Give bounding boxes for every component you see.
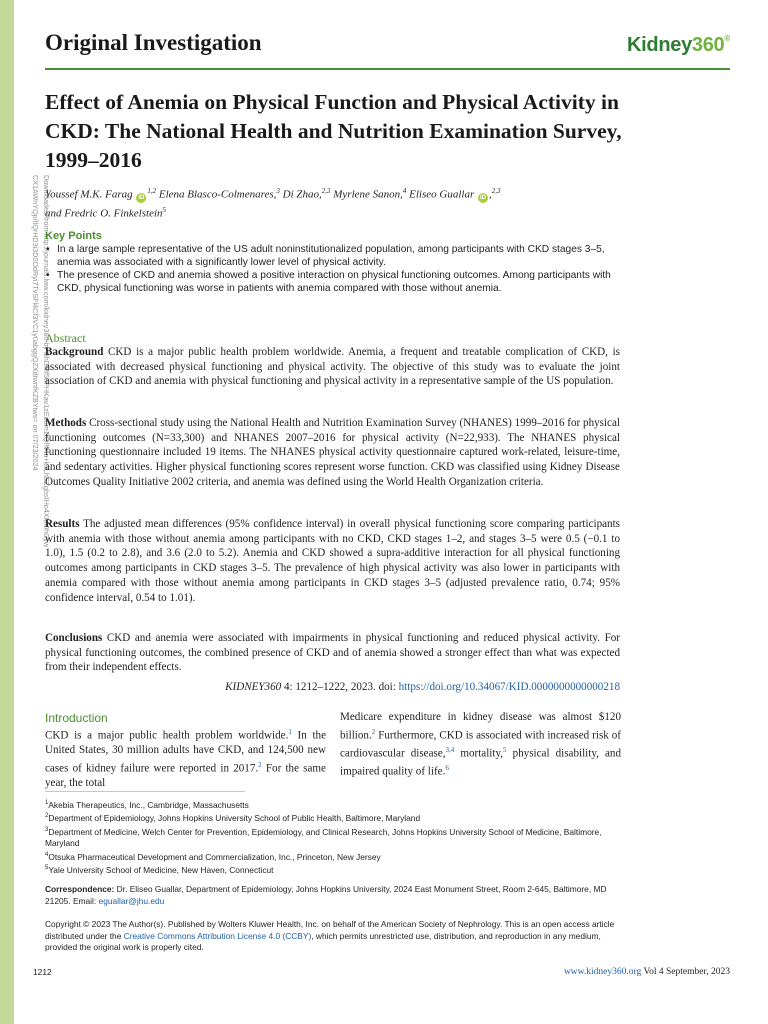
affiliation-text: Yale University School of Medicine, New Haven, Connecticut bbox=[48, 864, 274, 875]
reference-link[interactable]: 1 bbox=[288, 728, 292, 736]
affiliation-number: 3 bbox=[45, 826, 49, 833]
background-text: CKD is a major public health problem worldwide. Anemia, a frequent and treatable complication of CKD, is associated with decreased physical functioning and physical activity. The objective of this study was to evaluate the joint association of CKD and anemia with physical functioning and physical activity in a representative sample of the US population. bbox=[45, 346, 620, 388]
background-label: Background bbox=[45, 346, 104, 358]
license-link[interactable]: Creative Commons Attribution License 4.0 (CCBY) bbox=[123, 930, 312, 941]
article-title: Effect of Anemia on Physical Function and Physical Activity in CKD: The National Health and Nutrition Examination Survey, 1999–2016 bbox=[45, 90, 622, 172]
download-note-line2: CX1AWnYQp/IlQrHD3i3D0OdRyi7TvSFl4Cf3VC1y0abggQZXdtwnfKZBYtws= on 07/23/2024 bbox=[31, 175, 40, 471]
logo-360: 360 bbox=[691, 34, 725, 56]
key-point-item: • In a large sample representative of the US adult noninstitutionalized population, among participants with CKD stages 3–5, anemia was associated with a significantly lower level of physical activity. bbox=[45, 243, 625, 269]
logo-kidney: Kidney bbox=[627, 34, 692, 56]
reference-link[interactable]: 6 bbox=[445, 764, 449, 773]
methods-label: Methods bbox=[45, 417, 87, 429]
citation-line bbox=[45, 680, 620, 694]
author-sup: 2,3 bbox=[321, 187, 331, 195]
email-link[interactable]: eguallar@jhu.edu bbox=[98, 895, 165, 906]
key-points-heading: Key Points bbox=[45, 230, 102, 242]
reference-link[interactable]: 2 bbox=[371, 727, 376, 736]
affiliation-text: Department of Medicine, Welch Center for Prevention, Epidemiology, and Clinical Research, Johns Hopkins University School of Medicine, Baltimore, Maryland bbox=[45, 826, 602, 849]
author-finkelstein: and Fredric O. Finkelstein bbox=[45, 207, 163, 220]
conclusions-text: CKD and anemia were associated with impairments in physical functioning and reduced physical activity. For physical functioning outcomes, the combined presence of CKD and of anemia showed a stronger effect than what was expected from their independent effects. bbox=[45, 632, 620, 674]
intro-text: For the same year, the total bbox=[45, 762, 326, 790]
side-color-bar bbox=[0, 0, 14, 1024]
author-list: Youssef M.K. Farag iD$^{1,2}$ Elena Blasco-Colmenares,$^3$ Di Zhao,$^{2,3}$ Myrlene Sanon,$^4$ Eliseo Guallar iD ,$^{2,3}$ and Fredric O. Finkelstein$^5$ bbox=[45, 187, 501, 220]
reference-link[interactable]: 3,4 bbox=[445, 746, 455, 755]
results-label: Results bbox=[45, 518, 80, 530]
results-text: The adjusted mean differences (95% confidence interval) in overall physical functioning score comparing participants with anemia with those without anemia among participants with no CKD, CKD stages 1–2, and stages 3–5 were 0.5 (−0.1 to 1.0), 1.5 (0.2 to 2.8), and 3.6 (2.0 to 5.2). Anemia and CKD showed a supra-additive interaction for all physical functioning outcomes among participants in CKD stages 3–5. The prevalence of high physical activity was also lower in participants with anemia compared with those without anemia among participants in CKD stages 3–5 (adjusted prevalence ratio, 0.74; 95% confidence interval, 0.54 to 1.01). bbox=[45, 518, 620, 604]
citation-journal: KIDNEY360 bbox=[225, 681, 282, 693]
affiliation-item bbox=[45, 811, 620, 824]
intro-text: Medicare expenditure in kidney disease was almost $120 billion. bbox=[340, 711, 621, 742]
orcid-icon[interactable]: iD bbox=[480, 194, 486, 201]
abstract-methods bbox=[45, 416, 620, 490]
affiliation-item bbox=[45, 798, 620, 811]
author-farag: Youssef M.K. Farag bbox=[45, 188, 133, 201]
affiliation-number: 1 bbox=[45, 800, 49, 806]
affiliation-number: 2 bbox=[45, 813, 49, 820]
correspondence bbox=[45, 884, 620, 907]
affiliation-text: Department of Epidemiology, Johns Hopkins University School of Public Health, Baltimore, Maryland bbox=[48, 813, 421, 824]
header-rule bbox=[45, 68, 730, 70]
doi-link[interactable]: https://doi.org/10.34067/KID.0000000000000218 bbox=[398, 681, 620, 693]
copyright-text: , which permits unrestricted use, distribution, and reproduction in any medium, provided the original work is properly cited. bbox=[45, 930, 601, 953]
author-sup: 3 bbox=[276, 187, 280, 195]
abstract-conclusions bbox=[45, 631, 620, 675]
intro-text: physical disability, and impaired quality of life. bbox=[340, 747, 621, 779]
copyright-text: Copyright © 2023 The Author(s). Published by Wolters Kluwer Health, Inc. on behalf of the American Society of Nephrology. This is an open access article distributed under the bbox=[45, 919, 615, 941]
citation-details: 4: 1212–1222, 2023. doi: bbox=[281, 681, 399, 693]
journal-logo[interactable] bbox=[627, 34, 730, 57]
author-guallar: Eliseo Guallar bbox=[409, 188, 475, 201]
author-sup: 5 bbox=[162, 205, 167, 214]
intro-text: mortality, bbox=[454, 747, 504, 760]
correspondence-label: Correspondence: bbox=[45, 884, 115, 894]
author-blasco: Elena Blasco-Colmenares, bbox=[158, 188, 277, 201]
journal-site-link[interactable]: www.kidney360.org bbox=[563, 967, 642, 977]
introduction-heading: Introduction bbox=[45, 711, 108, 725]
reference-link[interactable]: 2 bbox=[258, 761, 262, 770]
intro-column-right bbox=[340, 710, 621, 780]
intro-text: CKD is a major public health problem worldwide. bbox=[45, 729, 289, 742]
affiliation-item bbox=[45, 863, 620, 876]
footer-journal-info bbox=[564, 967, 730, 977]
author-sup: 1,2 bbox=[147, 187, 157, 195]
author-sup: 2,3 bbox=[491, 187, 501, 195]
footnote-rule bbox=[45, 791, 245, 792]
conclusions-label: Conclusions bbox=[45, 632, 103, 644]
intro-text: Furthermore, CKD is associated with increased risk of cardiovascular disease, bbox=[340, 729, 621, 760]
affiliation-text: Akebia Therapeutics, Inc., Cambridge, Massachusetts bbox=[48, 799, 249, 810]
key-points-list bbox=[45, 243, 625, 295]
affiliation-number: 4 bbox=[45, 851, 49, 858]
affiliation-text: Otsuka Pharmaceutical Development and Commercialization, Inc., Princeton, New Jersey bbox=[48, 851, 381, 862]
key-point-item: • The presence of CKD and anemia showed a positive interaction on physical functioning outcomes. Among participants with CKD, physical functioning was worse in patients with anemia compared with those without anemia. bbox=[45, 269, 625, 295]
author-sup: 4 bbox=[402, 187, 407, 195]
footer-issue: Vol 4 September, 2023 bbox=[641, 967, 730, 977]
author-sanon: Myrlene Sanon, bbox=[333, 188, 403, 201]
section-label: Original Investigation bbox=[45, 30, 262, 55]
affiliation-item bbox=[45, 850, 620, 863]
methods-text: Cross-sectional study using the National Health and Nutrition Examination Survey (NHANES) 1999–2016 for physical functioning outcomes (N=33,300) and NHANES 2007–2016 for physical activity (N=22,933). The NHANES physical functioning questionnaire included 19 items. The NHANES physical activity questionnaire captured work-related, leisure-time, and sedentary activities. Higher physical functioning scores represent worse function. CKD was classified using Kidney Disease Outcomes Quality Initiative 2002 criteria, and anemia was defined using the World Health Organization criteria. bbox=[45, 417, 620, 488]
orcid-icon[interactable]: iD bbox=[138, 194, 145, 201]
affiliation-list bbox=[45, 798, 620, 877]
copyright-notice bbox=[45, 919, 623, 954]
abstract-heading: Abstract bbox=[45, 331, 86, 345]
abstract-background bbox=[45, 345, 620, 389]
abstract-results bbox=[45, 517, 620, 605]
affiliation-number: 5 bbox=[45, 865, 49, 872]
intro-text: In the United States, 30 million adults have CKD, and 124,500 new cases of kidney failure were reported in 2017. bbox=[45, 729, 326, 775]
correspondence-text: Dr. Eliseo Guallar, Department of Epidemiology, Johns Hopkins University, 2024 East Monument Street, Room 2-645, Baltimore, MD 21205. Email: bbox=[45, 884, 607, 906]
reference-link[interactable]: 5 bbox=[503, 746, 507, 755]
download-note-line1: Downloaded from http://journals.lww.com/kidney360 by BhDMf5ePHKav1zEoum1tQfN4a+kJLhEZgbsIHo4XMi0hCyw bbox=[42, 175, 51, 548]
page-number: 1212 bbox=[33, 967, 52, 977]
author-zhao: Di Zhao, bbox=[282, 188, 322, 201]
intro-column-left bbox=[45, 725, 326, 791]
affiliation-item bbox=[45, 825, 620, 850]
logo-registered-mark: ® bbox=[724, 34, 730, 43]
